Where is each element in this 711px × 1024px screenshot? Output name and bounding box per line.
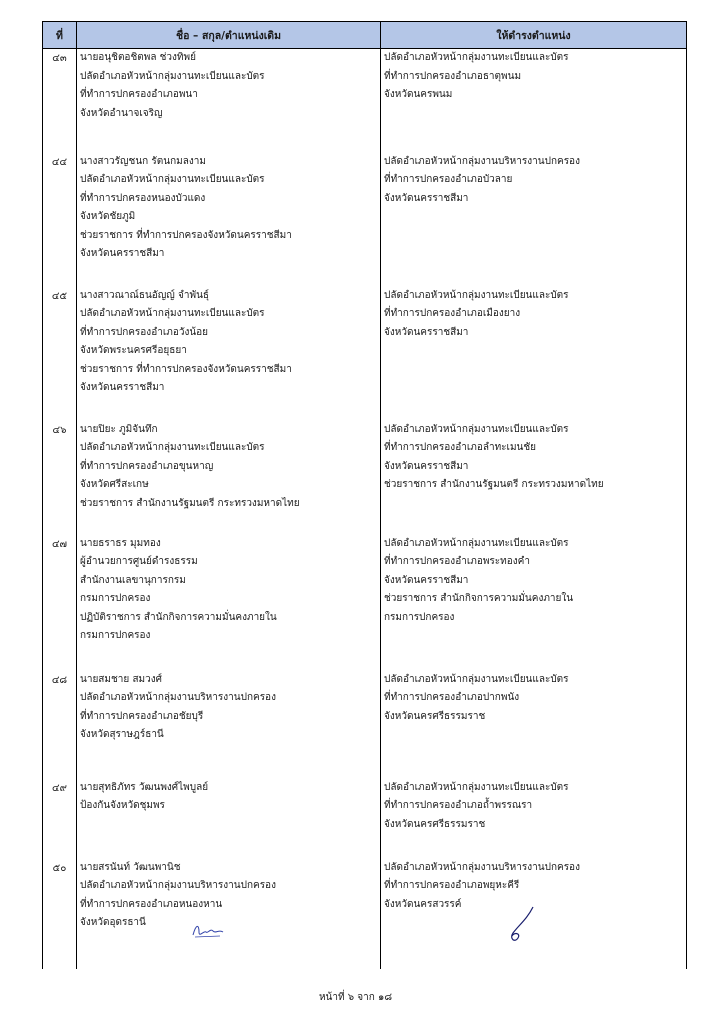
- former-position-line: ที่ทำการปกครองอำเภอหนองหาน: [80, 898, 223, 910]
- former-name-position-cell: [77, 859, 381, 969]
- former-position-line: จังหวัดนครราชสีมา: [80, 382, 165, 394]
- former-position-line: ปลัดอำเภอหัวหน้ากลุ่มงานทะเบียนและบัตร: [80, 308, 265, 320]
- table-row: [43, 153, 687, 287]
- former-position-line: ผู้อำนวยการศูนย์ดำรงธรรม: [80, 556, 198, 568]
- new-position-line: ที่ทำการปกครองอำเภอพระทองคำ: [384, 556, 530, 568]
- former-position-line: สำนักงานเลขานุการกรม: [80, 574, 186, 586]
- table-row: [43, 779, 687, 859]
- former-position-line: ปฏิบัติราชการ สำนักกิจการความมั่นคงภายใน: [80, 611, 277, 623]
- header-name-position: ชื่อ – สกุล/ตำแหน่งเดิม: [77, 22, 381, 49]
- former-position-line: ที่ทำการปกครองอำเภอวังน้อย: [80, 326, 209, 338]
- new-position-cell: [381, 153, 687, 287]
- row-number: ๔๙: [43, 779, 77, 859]
- row-number: ๔๔: [43, 153, 77, 287]
- former-position-line: ที่ทำการปกครองอำเภอพนา: [80, 89, 198, 101]
- new-position-line: ปลัดอำเภอหัวหน้ากลุ่มงานบริหารงานปกครอง: [384, 861, 580, 873]
- new-position-line: ปลัดอำเภอหัวหน้ากลุ่มงานทะเบียนและบัตร: [384, 781, 569, 793]
- table-row: [43, 287, 687, 421]
- new-position-cell: [381, 49, 687, 153]
- table-row: [43, 535, 687, 671]
- former-name-position-cell: [77, 421, 381, 535]
- new-position-line: ปลัดอำเภอหัวหน้ากลุ่มงานทะเบียนและบัตร: [384, 673, 569, 685]
- new-position-line: จังหวัดนครราชสีมา: [384, 460, 469, 472]
- header-no: ที่: [43, 22, 77, 49]
- table-row: [43, 49, 687, 153]
- page-footer: หน้าที่ ๖ จาก ๑๘: [318, 992, 393, 1003]
- new-position-line: ที่ทำการปกครองอำเภอธาตุพนม: [384, 70, 522, 82]
- former-position-line: ช่วยราชการ ที่ทำการปกครองจังหวัดนครราชสีมา: [80, 363, 292, 375]
- new-position-line: กรมการปกครอง: [384, 611, 455, 623]
- row-number: ๔๓: [43, 49, 77, 153]
- row-number: ๔๖: [43, 421, 77, 535]
- former-position-line: ช่วยราชการ ที่ทำการปกครองจังหวัดนครราชสีมา: [80, 229, 292, 241]
- former-name-position-cell: [77, 153, 381, 287]
- former-position-line: จังหวัดชัยภูมิ: [80, 211, 136, 223]
- former-position-line: ที่ทำการปกครองอำเภอชัยบุรี: [80, 710, 204, 722]
- person-name: นายสมชาย สมวงศ์: [80, 673, 162, 685]
- new-position-line: จังหวัดนครราชสีมา: [384, 192, 469, 204]
- former-name-position-cell: [77, 779, 381, 859]
- former-position-line: ป้องกันจังหวัดชุมพร: [80, 800, 165, 812]
- former-position-line: ปลัดอำเภอหัวหน้ากลุ่มงานทะเบียนและบัตร: [80, 442, 265, 454]
- former-name-position-cell: [77, 671, 381, 779]
- former-position-line: ปลัดอำเภอหัวหน้ากลุ่มงานทะเบียนและบัตร: [80, 174, 265, 186]
- row-number: ๕๐: [43, 859, 77, 969]
- new-position-line: จังหวัดนครศรีธรรมราช: [384, 710, 486, 722]
- person-name: นายสรนันท์ วัฒนพานิช: [80, 861, 181, 873]
- table-row: [43, 671, 687, 779]
- former-position-line: จังหวัดพระนครศรีอยุธยา: [80, 345, 187, 357]
- new-position-line: ที่ทำการปกครองอำเภอบัวลาย: [384, 174, 513, 186]
- former-position-line: จังหวัดนครราชสีมา: [80, 248, 165, 260]
- new-position-line: ที่ทำการปกครองอำเภอเมืองยาง: [384, 308, 521, 320]
- former-position-line: จังหวัดอำนาจเจริญ: [80, 107, 163, 119]
- table-row: [43, 421, 687, 535]
- former-position-line: กรมการปกครอง: [80, 630, 151, 642]
- new-position-line: ช่วยราชการ สำนักงานรัฐมนตรี กระทรวงมหาดไทย: [384, 479, 604, 491]
- appointment-table: [42, 21, 687, 969]
- person-name: นายอนุชิตอชิตพล ช่วงทิพย์: [80, 52, 196, 63]
- person-name: นายธราธร มุมทอง: [80, 537, 161, 549]
- row-number: ๔๕: [43, 287, 77, 421]
- former-position-line: จังหวัดสุราษฎร์ธานี: [80, 729, 164, 741]
- former-position-line: จังหวัดอุดรธานี: [80, 917, 146, 929]
- new-position-line: จังหวัดนครราชสีมา: [384, 326, 469, 338]
- former-position-line: ปลัดอำเภอหัวหน้ากลุ่มงานบริหารงานปกครอง: [80, 692, 276, 704]
- row-number: ๔๘: [43, 671, 77, 779]
- former-position-line: จังหวัดศรีสะเกษ: [80, 479, 149, 491]
- new-position-line: จังหวัดนครศรีธรรมราช: [384, 818, 486, 830]
- new-position-cell: [381, 779, 687, 859]
- new-position-line: ปลัดอำเภอหัวหน้ากลุ่มงานทะเบียนและบัตร: [384, 289, 569, 301]
- former-position-line: ปลัดอำเภอหัวหน้ากลุ่มงานทะเบียนและบัตร: [80, 70, 265, 82]
- row-number: ๔๗: [43, 535, 77, 671]
- person-name: นางสาวรัญชนก รัตนกมลงาม: [80, 155, 206, 167]
- table-row: [43, 859, 687, 969]
- new-position-line: ที่ทำการปกครองอำเภอลำทะเมนชัย: [384, 442, 537, 454]
- signature-right: [505, 905, 539, 945]
- person-name: นายปิยะ ภูมิจันทึก: [80, 423, 158, 435]
- former-position-line: ที่ทำการปกครองอำเภอขุนหาญ: [80, 460, 214, 472]
- new-position-line: ปลัดอำเภอหัวหน้ากลุ่มงานทะเบียนและบัตร: [384, 423, 569, 435]
- new-position-cell: [381, 287, 687, 421]
- new-position-line: จังหวัดนครสวรรค์: [384, 898, 462, 910]
- former-position-line: กรมการปกครอง: [80, 593, 151, 605]
- new-position-line: ปลัดอำเภอหัวหน้ากลุ่มงานบริหารงานปกครอง: [384, 155, 580, 167]
- new-position-line: ที่ทำการปกครองอำเภอพยุหะคีรี: [384, 880, 520, 892]
- new-position-line: ที่ทำการปกครองอำเภอถ้ำพรรณรา: [384, 800, 533, 812]
- document-table-area: [42, 21, 686, 945]
- table-header-row: [43, 22, 687, 49]
- former-position-line: ช่วยราชการ สำนักงานรัฐมนตรี กระทรวงมหาดไทย: [80, 497, 300, 509]
- former-name-position-cell: [77, 49, 381, 153]
- person-name: นางสาวณาณ์ธนอัญญ์ จำพันธุ์: [80, 289, 210, 301]
- person-name: นายสุทธิภัทร วัฒนพงศ์ไพบูลย์: [80, 781, 209, 793]
- former-position-line: ปลัดอำเภอหัวหน้ากลุ่มงานบริหารงานปกครอง: [80, 880, 276, 892]
- former-name-position-cell: [77, 287, 381, 421]
- new-position-cell: [381, 671, 687, 779]
- new-position-line: ปลัดอำเภอหัวหน้ากลุ่มงานทะเบียนและบัตร: [384, 52, 569, 63]
- former-position-line: ที่ทำการปกครองหนองบัวแดง: [80, 192, 206, 204]
- new-position-line: จังหวัดนครราชสีมา: [384, 574, 469, 586]
- new-position-line: ที่ทำการปกครองอำเภอปากพนัง: [384, 692, 520, 704]
- header-new-position: ให้ดำรงตำแหน่ง: [381, 22, 687, 49]
- new-position-cell: [381, 421, 687, 535]
- former-name-position-cell: [77, 535, 381, 671]
- signature-left: [190, 920, 226, 942]
- new-position-line: ช่วยราชการ สำนักกิจการความมั่นคงภายใน: [384, 593, 574, 605]
- new-position-line: ปลัดอำเภอหัวหน้ากลุ่มงานทะเบียนและบัตร: [384, 537, 569, 549]
- new-position-cell: [381, 535, 687, 671]
- new-position-line: จังหวัดนครพนม: [384, 89, 453, 101]
